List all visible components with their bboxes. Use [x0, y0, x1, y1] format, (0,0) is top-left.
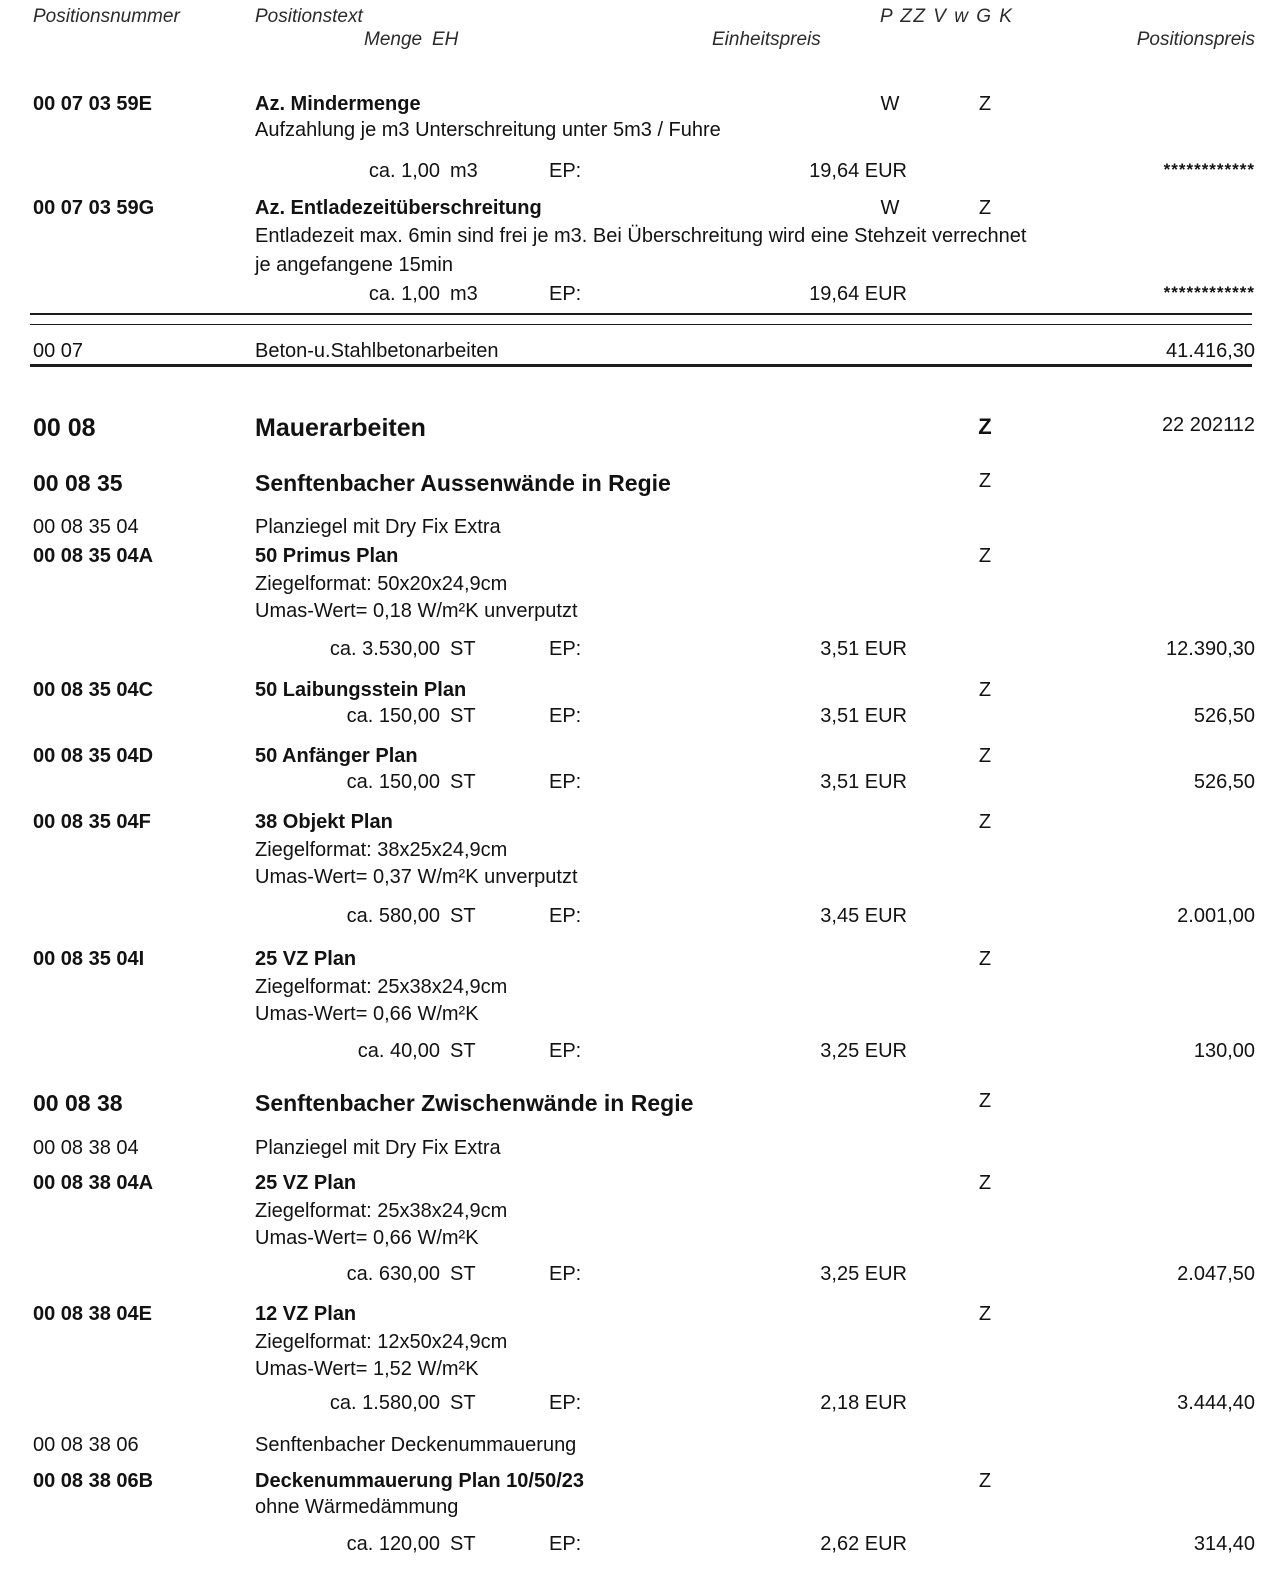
- table-row: [0, 811, 1280, 838]
- item-description: Ziegelformat: 50x20x24,9cm: [255, 573, 508, 595]
- table-row: [0, 745, 1280, 772]
- quantity: ca. 3.530,00: [329, 638, 440, 660]
- flag-z: Z: [978, 470, 992, 492]
- quantity: ca. 1.580,00: [329, 1392, 440, 1414]
- table-row: [0, 160, 1280, 187]
- item-description: Umas-Wert= 0,66 W/m²K: [255, 1227, 479, 1249]
- flag-z: Z: [978, 811, 992, 833]
- flag-z: Z: [978, 679, 992, 701]
- item-description: Ziegelformat: 38x25x24,9cm: [255, 839, 508, 861]
- flag-z: Z: [978, 1303, 992, 1325]
- item-title: 38 Objekt Plan: [255, 811, 393, 833]
- table-row: [0, 545, 1280, 572]
- position-price: 12.390,30: [1166, 638, 1255, 660]
- unit: m3: [450, 283, 478, 305]
- position-price: 130,00: [1193, 1040, 1255, 1062]
- flag-z: Z: [978, 1172, 992, 1194]
- unit-price: 3,51 EUR: [820, 771, 907, 793]
- ep-label: EP:: [549, 160, 582, 182]
- separator-line: [30, 364, 1252, 367]
- table-row: [0, 93, 1280, 120]
- position-number: 00 08 35 04F: [33, 811, 151, 833]
- item-title: Az. Entladezeitüberschreitung: [255, 197, 542, 219]
- table-row: [0, 1358, 1280, 1385]
- table-row: [0, 119, 1280, 146]
- item-description: je angefangene 15min: [255, 254, 453, 276]
- position-price: 3.444,40: [1177, 1392, 1255, 1414]
- item-title: Planziegel mit Dry Fix Extra: [255, 1137, 501, 1159]
- table-row: [0, 1392, 1280, 1419]
- subgroup-title: Senftenbacher Aussenwände in Regie: [255, 470, 671, 496]
- position-price: ************: [1163, 160, 1255, 179]
- table-row: [0, 638, 1280, 665]
- position-number: 00 08 35 04C: [33, 679, 154, 701]
- table-row: [0, 1533, 1280, 1560]
- position-price: 2.001,00: [1177, 905, 1255, 927]
- item-description: Umas-Wert= 0,18 W/m²K unverputzt: [255, 600, 578, 622]
- item-title: Planziegel mit Dry Fix Extra: [255, 516, 501, 538]
- flag-z: Z: [978, 948, 992, 970]
- position-number: 00 08 38 06: [33, 1434, 139, 1456]
- quantity: ca. 630,00: [346, 1263, 440, 1285]
- position-price: 2.047,50: [1177, 1263, 1255, 1285]
- table-row: [0, 679, 1280, 706]
- flag-z: Z: [978, 93, 992, 115]
- table-row: [0, 705, 1280, 732]
- item-description: Umas-Wert= 1,52 W/m²K: [255, 1358, 479, 1380]
- table-row: [0, 866, 1280, 893]
- position-number: 00 08 35 04A: [33, 545, 154, 567]
- col-header-flags: P ZZ V w G K: [880, 6, 1014, 27]
- unit: ST: [450, 905, 476, 927]
- table-row: [0, 839, 1280, 866]
- flag-z: Z: [978, 414, 992, 439]
- separator-line: [30, 313, 1252, 315]
- position-number: 00 07 03 59E: [33, 93, 152, 115]
- subgroup-header-row: [0, 470, 1280, 497]
- table-row: [0, 1227, 1280, 1254]
- col-header-menge: Menge: [364, 29, 423, 50]
- table-row: [0, 225, 1280, 252]
- unit-price: 3,51 EUR: [820, 638, 907, 660]
- flag-z: Z: [978, 545, 992, 567]
- table-row: [0, 1137, 1280, 1164]
- ep-label: EP:: [549, 1263, 582, 1285]
- subgroup-header-row: [0, 1090, 1280, 1117]
- position-number: 00 08: [33, 414, 96, 442]
- ep-label: EP:: [549, 1040, 582, 1062]
- table-row: [0, 1303, 1280, 1330]
- position-price: 526,50: [1193, 771, 1255, 793]
- group-header-row: [0, 414, 1280, 441]
- item-title: Deckenummauerung Plan 10/50/23: [255, 1470, 585, 1492]
- quantity: ca. 40,00: [357, 1040, 440, 1062]
- quantity: ca. 1,00: [368, 283, 440, 305]
- position-number: 00 08 38 04E: [33, 1303, 152, 1325]
- position-number: 00 08 35 04D: [33, 745, 154, 767]
- col-header-positionspreis: Positionspreis: [1136, 29, 1255, 50]
- item-description: Ziegelformat: 25x38x24,9cm: [255, 976, 508, 998]
- unit-price: 3,51 EUR: [820, 705, 907, 727]
- unit: ST: [450, 638, 476, 660]
- table-row: [0, 573, 1280, 600]
- unit: ST: [450, 705, 476, 727]
- quantity: ca. 120,00: [346, 1533, 440, 1555]
- position-number: 00 08 35 04I: [33, 948, 145, 970]
- position-number: 00 08 38 04: [33, 1137, 139, 1159]
- unit-price: 3,45 EUR: [820, 905, 907, 927]
- table-row: [0, 976, 1280, 1003]
- table-row: [0, 1003, 1280, 1030]
- item-title: 25 VZ Plan: [255, 948, 357, 970]
- col-header-einheitspreis: Einheitspreis: [712, 29, 821, 50]
- item-title: Az. Mindermenge: [255, 93, 421, 115]
- subgroup-title: Senftenbacher Zwischenwände in Regie: [255, 1090, 694, 1116]
- item-description: Umas-Wert= 0,66 W/m²K: [255, 1003, 479, 1025]
- col-header-positionsnummer: Positionsnummer: [33, 6, 180, 27]
- position-price: ************: [1163, 283, 1255, 302]
- item-title: 50 Anfänger Plan: [255, 745, 418, 767]
- quantity: ca. 1,00: [368, 160, 440, 182]
- table-row: [0, 1331, 1280, 1358]
- table-row: [0, 1470, 1280, 1497]
- quantity: ca. 150,00: [346, 771, 440, 793]
- item-description: Aufzahlung je m3 Unterschreitung unter 5m3 / Fuhre: [255, 119, 721, 141]
- flag-z: Z: [978, 745, 992, 767]
- group-title: Mauerarbeiten: [255, 414, 426, 442]
- ep-label: EP:: [549, 905, 582, 927]
- section-total-row: [0, 340, 1280, 367]
- table-row: [0, 1040, 1280, 1067]
- table-row: [0, 600, 1280, 627]
- table-row: [0, 254, 1280, 281]
- col-header-positionstext: Positionstext: [255, 6, 363, 27]
- ep-label: EP:: [549, 638, 582, 660]
- item-title: 50 Laibungsstein Plan: [255, 679, 467, 701]
- table-row: [0, 516, 1280, 543]
- ep-label: EP:: [549, 1533, 582, 1555]
- position-number: 00 07 03 59G: [33, 197, 155, 219]
- table-row: [0, 1172, 1280, 1199]
- quantity: ca. 580,00: [346, 905, 440, 927]
- flag-z: Z: [978, 1470, 992, 1492]
- unit-price: 19,64 EUR: [809, 283, 907, 305]
- unit: ST: [450, 1040, 476, 1062]
- section-title: Beton-u.Stahlbetonarbeiten: [255, 340, 499, 362]
- unit-price: 19,64 EUR: [809, 160, 907, 182]
- col-header-eh: EH: [432, 29, 459, 50]
- item-description: Umas-Wert= 0,37 W/m²K unverputzt: [255, 866, 578, 888]
- flag-z: Z: [978, 1090, 992, 1112]
- position-number: 00 08 38: [33, 1090, 123, 1116]
- item-title: 12 VZ Plan: [255, 1303, 357, 1325]
- unit: ST: [450, 771, 476, 793]
- item-description: ohne Wärmedämmung: [255, 1496, 459, 1518]
- group-right-stamp: 22 202112: [1161, 414, 1255, 436]
- position-number: 00 08 38 04A: [33, 1172, 154, 1194]
- table-row: [0, 1200, 1280, 1227]
- flag-z: Z: [978, 197, 992, 219]
- item-description: Ziegelformat: 12x50x24,9cm: [255, 1331, 508, 1353]
- flag-w: W: [880, 93, 900, 115]
- item-title: 50 Primus Plan: [255, 545, 399, 567]
- separator-line: [30, 324, 1252, 325]
- item-title: 25 VZ Plan: [255, 1172, 357, 1194]
- table-row: [0, 197, 1280, 224]
- item-title: Senftenbacher Deckenummauerung: [255, 1434, 577, 1456]
- unit-price: 3,25 EUR: [820, 1263, 907, 1285]
- table-row: [0, 771, 1280, 798]
- table-row: [0, 905, 1280, 932]
- item-description: Ziegelformat: 25x38x24,9cm: [255, 1200, 508, 1222]
- ep-label: EP:: [549, 283, 582, 305]
- unit: ST: [450, 1533, 476, 1555]
- ep-label: EP:: [549, 771, 582, 793]
- table-row: [0, 1434, 1280, 1461]
- table-header-row-2: [0, 29, 1280, 56]
- ep-label: EP:: [549, 705, 582, 727]
- ep-label: EP:: [549, 1392, 582, 1414]
- table-row: [0, 1263, 1280, 1290]
- unit: ST: [450, 1392, 476, 1414]
- position-number: 00 08 35 04: [33, 516, 139, 538]
- table-row: [0, 1496, 1280, 1523]
- section-total: 41.416,30: [1166, 340, 1255, 362]
- flag-w: W: [880, 197, 900, 219]
- unit-price: 2,18 EUR: [820, 1392, 907, 1414]
- position-number: 00 08 38 06B: [33, 1470, 154, 1492]
- position-price: 526,50: [1193, 705, 1255, 727]
- table-row: [0, 948, 1280, 975]
- quantity: ca. 150,00: [346, 705, 440, 727]
- item-description: Entladezeit max. 6min sind frei je m3. Bei Überschreitung wird eine Stehzeit verrechnet: [255, 225, 1027, 247]
- unit-price: 3,25 EUR: [820, 1040, 907, 1062]
- position-price: 314,40: [1193, 1533, 1255, 1555]
- table-row: [0, 283, 1280, 310]
- unit: m3: [450, 160, 478, 182]
- unit-price: 2,62 EUR: [820, 1533, 907, 1555]
- position-number: 00 07: [33, 340, 84, 362]
- unit: ST: [450, 1263, 476, 1285]
- position-number: 00 08 35: [33, 470, 123, 496]
